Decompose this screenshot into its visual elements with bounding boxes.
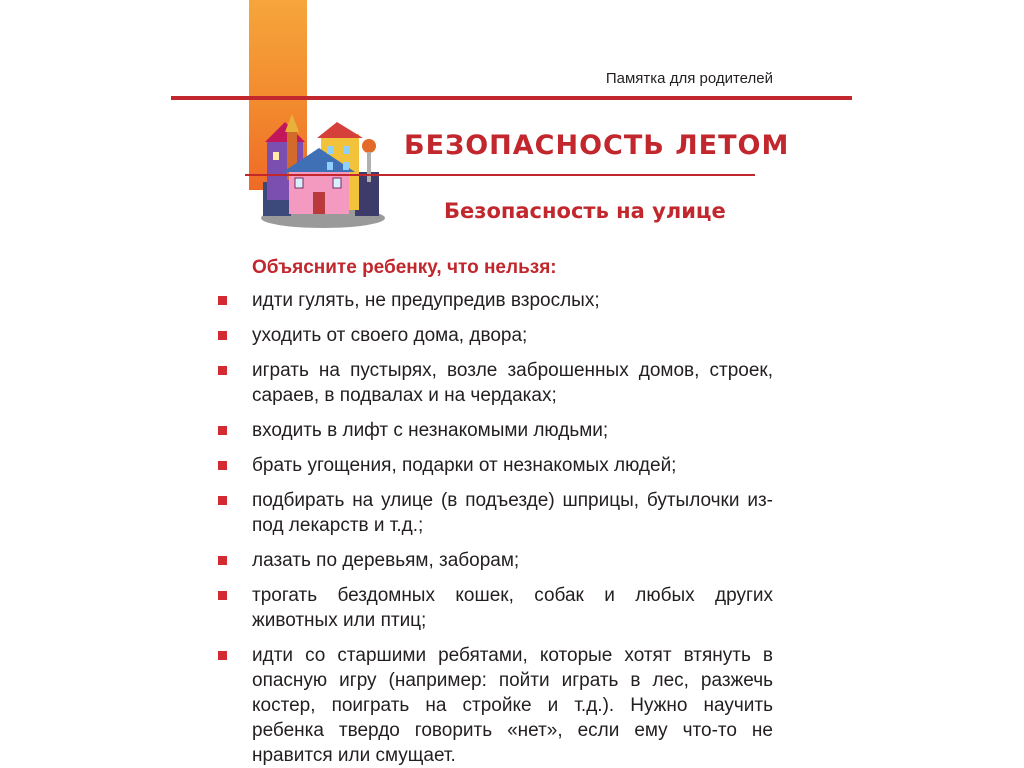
list-item: входить в лифт с незнакомыми людьми;	[252, 420, 609, 441]
list-item: лазать по деревьям, заборам;	[252, 550, 520, 571]
bullet-icon	[218, 591, 227, 600]
list-item: играть на пустырях, возле заброшенных домов, строек, сараев, в подвалах и на чердаках;	[252, 360, 773, 406]
bullet-icon	[218, 496, 227, 505]
houses-illustration-icon	[255, 112, 387, 230]
list-item: трогать бездомных кошек, собак и любых других животных или птиц;	[252, 585, 773, 631]
list-item: подбирать на улице (в подъезде) шприцы, бутылочки из-под лекарств и т.д.;	[252, 490, 773, 536]
title-divider	[245, 174, 755, 176]
bullet-icon	[218, 556, 227, 565]
list-item: идти со старшими ребятами, которые хотят втянуть в опасную игру (например: пойти играть в лес, разжечь костер, поиграть на стройке и т.д.). Нужно научить ребенка твердо говорить «нет», если ему что-то не нравится или смущает.	[252, 645, 773, 766]
bullet-icon	[218, 651, 227, 660]
header-note: Памятка для родителей	[605, 70, 773, 87]
page-title: БЕЗОПАСНОСТЬ ЛЕТОМ	[404, 130, 790, 161]
list-item: идти гулять, не предупредив взрослых;	[252, 290, 600, 311]
bullet-icon	[218, 461, 227, 470]
bullet-icon	[218, 331, 227, 340]
bullet-icon	[218, 426, 227, 435]
list-item: уходить от своего дома, двора;	[252, 325, 528, 346]
bullet-icon	[218, 366, 227, 375]
bullet-icon	[218, 296, 227, 305]
list-item: брать угощения, подарки от незнакомых людей;	[252, 455, 677, 476]
intro-heading: Объясните ребенку, что нельзя:	[252, 257, 557, 278]
header-divider	[171, 96, 852, 100]
section-title: Безопасность на улице	[444, 199, 726, 223]
